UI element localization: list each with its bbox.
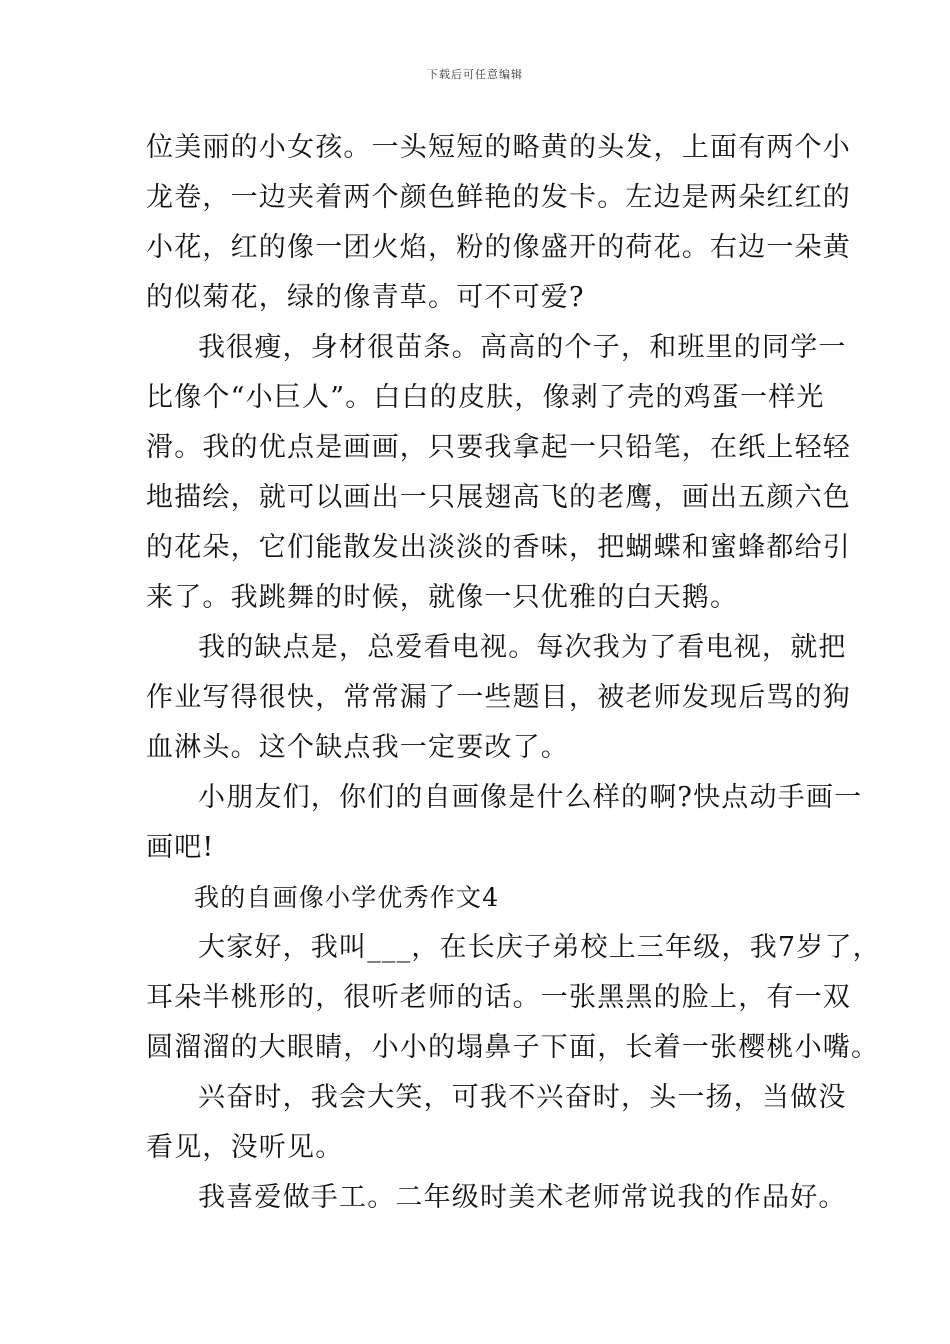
text-line: 的似菊花，绿的像青草。可不可爱?	[146, 282, 585, 313]
text-line: 血淋头。这个缺点我一定要改了。	[146, 732, 569, 763]
text-line: 画吧!	[146, 832, 215, 863]
text-line: 来了。我跳舞的时候，就像一只优雅的白天鹅。	[146, 582, 739, 613]
paragraph-start-line: 我的缺点是，总爱看电视。每次我为了看电视，就把	[198, 632, 847, 663]
text-line: 地描绘，就可以画出一只展翅高飞的老鹰，画出五颜六色	[146, 482, 851, 513]
text-line: 的花朵，它们能散发出淡淡的香味，把蝴蝶和蜜蜂都给引	[146, 532, 851, 563]
paragraph-start-line: 兴奋时，我会大笑，可我不兴奋时，头一扬，当做没	[198, 1082, 847, 1113]
text-line: 位美丽的小女孩。一头短短的略黄的头发，上面有两个小	[146, 132, 851, 163]
paragraph-start-line: 我很瘦，身材很苗条。高高的个子，和班里的同学一	[198, 332, 847, 363]
header-note: 下载后可任意编辑	[427, 68, 523, 81]
text-line: 比像个“小巨人”。白白的皮肤，像剥了壳的鸡蛋一样光	[146, 382, 825, 413]
paragraph-start-line: 大家好，我叫___，在长庆子弟校上三年级，我7岁了，	[198, 932, 881, 963]
text-line: 作业写得很快，常常漏了一些题目，被老师发现后骂的狗	[146, 682, 851, 713]
section-heading: 我的自画像小学优秀作文4	[194, 883, 500, 912]
text-line: 小花，红的像一团火焰，粉的像盛开的荷花。右边一朵黄	[146, 232, 851, 263]
text-line: 耳朵半桃形的，很听老师的话。一张黑黑的脸上，有一双	[146, 982, 851, 1013]
text-line: 看见，没听见。	[146, 1132, 344, 1163]
text-line: 滑。我的优点是画画，只要我拿起一只铅笔，在纸上轻轻	[146, 432, 851, 463]
paragraph-start-line: 小朋友们，你们的自画像是什么样的啊?快点动手画一	[198, 782, 863, 813]
paragraph-start-line: 我喜爱做手工。二年级时美术老师常说我的作品好。	[198, 1182, 847, 1213]
text-line: 龙卷，一边夹着两个颜色鲜艳的发卡。左边是两朵红红的	[146, 182, 851, 213]
essay-body	[146, 123, 881, 1223]
text-line: 圆溜溜的大眼睛，小小的塌鼻子下面，长着一张樱桃小嘴。	[146, 1032, 880, 1063]
